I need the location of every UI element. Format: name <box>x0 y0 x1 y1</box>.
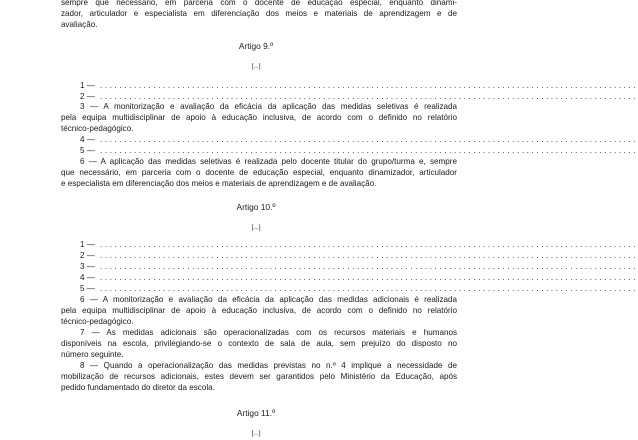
text-line: pela equipa multidisciplinar de apoio à educação inclusiva, de acordo com o definido no relatório <box>61 113 457 122</box>
leader-dots: ............................................................................................................... <box>100 240 638 249</box>
numbered-line <box>80 134 638 145</box>
text-line: que necessário, em parceria com o docente de educação especial, enquanto dinamizador, articulador <box>61 168 457 177</box>
omission-mark: [...] <box>251 63 261 70</box>
text-line: pedido fundamentado do diretor da escola. <box>61 383 215 392</box>
leader-dots: ............................................................................................................... <box>100 284 638 293</box>
text-line: avaliação. <box>61 20 98 29</box>
omission-mark: [...] <box>251 430 261 437</box>
numbered-line <box>80 239 638 250</box>
text-line: 3 — A monitorização e avaliação da eficácia da aplicação das medidas seletivas é realizada <box>80 102 457 111</box>
item-number: 5 — <box>80 146 95 155</box>
article-heading: Artigo 10.º <box>236 202 276 212</box>
item-number: 5 — <box>80 284 95 293</box>
leader-dots: ............................................................................................................... <box>100 92 638 101</box>
numbered-line <box>80 272 638 283</box>
text-line: sempre que necessário, em parceria com o docente de educação especial, enquanto dinami- <box>61 0 457 7</box>
item-number: 2 — <box>80 251 95 260</box>
text-line: técnico-pedagógico. <box>61 317 134 326</box>
leader-dots: ............................................................................................................... <box>100 273 638 282</box>
item-number: 1 — <box>80 240 95 249</box>
item-number: 1 — <box>80 81 95 90</box>
text-line: número seguinte. <box>61 350 124 359</box>
article-heading: Artigo 9.º <box>238 41 274 51</box>
numbered-line <box>80 145 638 156</box>
text-line: zador, articulador e especialista em diferenciação dos meios e materiais de aprendizagem e de <box>61 9 457 18</box>
numbered-line <box>80 80 638 91</box>
item-number: 3 — <box>80 262 95 271</box>
item-number: 4 — <box>80 273 95 282</box>
text-line: e especialista em diferenciação dos meios e materiais de aprendizagem e de avaliação. <box>61 179 377 188</box>
text-line: 8 — Quando a operacionalização das medidas previstas no n.º 4 implique a necessidade de <box>80 361 457 370</box>
omission-mark: [...] <box>251 224 261 231</box>
text-line: disponíveis na escola, privilegiando-se o contexto de sala de aula, sem prejuízo do disposto no <box>61 339 457 348</box>
text-line: técnico-pedagógico. <box>61 124 134 133</box>
leader-dots: ............................................................................................................... <box>100 146 638 155</box>
leader-dots: ............................................................................................................... <box>100 81 638 90</box>
text-line: 6 — A monitorização e avaliação da eficácia da aplicação das medidas adicionais é realizada <box>80 295 457 304</box>
leader-dots: ............................................................................................................... <box>100 251 638 260</box>
numbered-line <box>80 261 638 272</box>
text-line: 6 — A aplicação das medidas seletivas é realizada pelo docente titular do grupo/turma e, sempre <box>80 157 457 166</box>
item-number: 2 — <box>80 92 95 101</box>
text-line: 7 — As medidas adicionais são operacionalizadas com os recursos materiais e humanos <box>80 328 457 337</box>
item-number: 4 — <box>80 135 95 144</box>
numbered-line <box>80 283 638 294</box>
leader-dots: ............................................................................................................... <box>100 262 638 271</box>
text-line: pela equipa multidisciplinar de apoio à educação inclusiva, de acordo com o definido no relatório <box>61 306 457 315</box>
numbered-line <box>80 250 638 261</box>
text-line: mobilização de recursos adicionais, estes devem ser garantidos pelo Ministério da Educação, após <box>61 372 457 381</box>
leader-dots: ............................................................................................................... <box>100 135 638 144</box>
article-heading: Artigo 11.º <box>236 408 276 418</box>
